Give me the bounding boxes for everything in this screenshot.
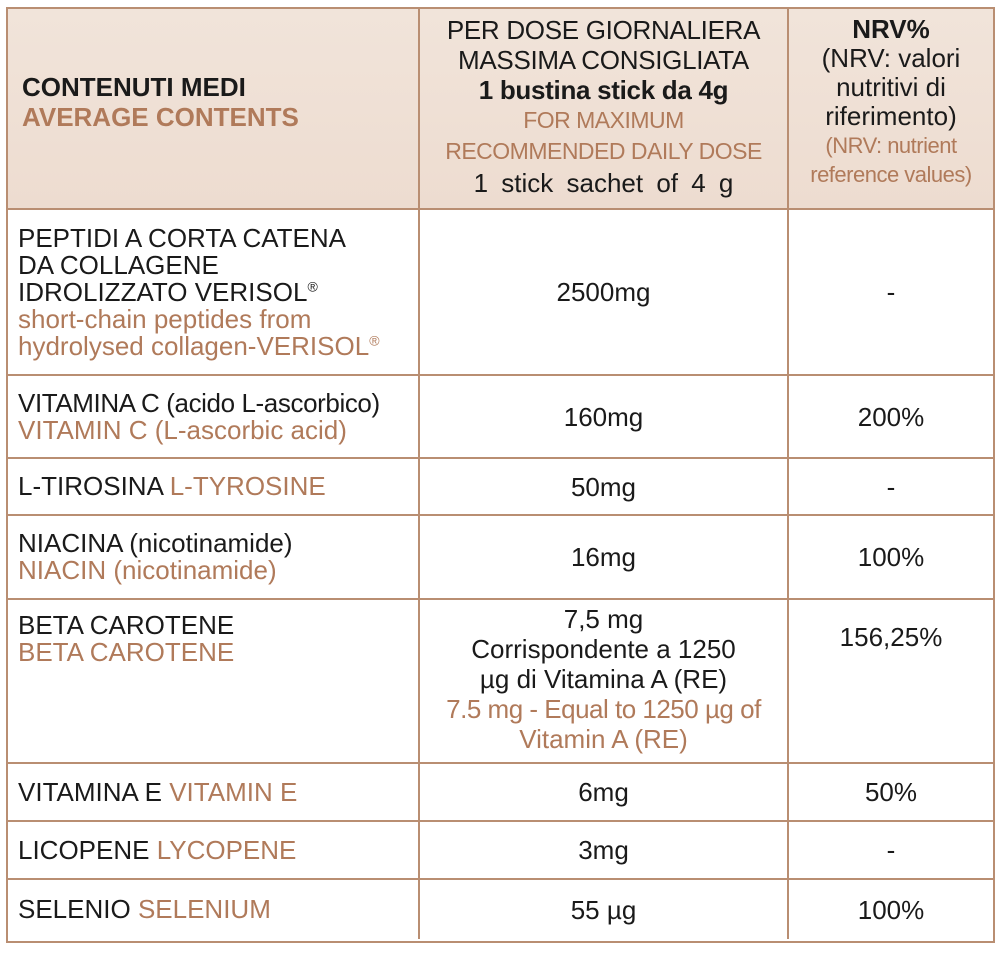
registered-mark: ® bbox=[369, 331, 380, 348]
header-col3-line3: nutritivi di bbox=[836, 72, 946, 102]
niacin-amount-value: 16mg bbox=[570, 542, 637, 572]
vite-italian: VITAMINA E bbox=[18, 776, 170, 807]
nutrition-grid bbox=[8, 9, 993, 941]
tyrosine-english: L-TYROSINE bbox=[169, 471, 326, 501]
header-average-contents bbox=[8, 9, 420, 210]
selenium-amount-value: 55 µg bbox=[570, 894, 637, 925]
peptides-english-line1: short-chain peptides from bbox=[18, 303, 312, 334]
beta-english: BETA CAROTENE bbox=[18, 637, 235, 667]
header-col2-line2: MASSIMA CONSIGLIATA bbox=[458, 45, 749, 75]
header-col2-english1: FOR MAXIMUM bbox=[523, 107, 684, 133]
row-beta-amount bbox=[420, 600, 789, 764]
header-col2-line3: 1 bustina stick da 4g bbox=[478, 75, 729, 105]
peptides-italian-line3 bbox=[18, 276, 418, 307]
lycopene-english: LYCOPENE bbox=[156, 834, 297, 865]
row-selenium-amount bbox=[420, 880, 789, 939]
header-col3-line2: (NRV: valori bbox=[821, 43, 961, 73]
vitc-italian: VITAMINA C (acido L-ascorbico) bbox=[18, 387, 380, 418]
header-nrv bbox=[789, 9, 993, 210]
header-col3-english1: (NRV: nutrient bbox=[825, 133, 957, 158]
row-tyrosine-nrv bbox=[789, 459, 993, 516]
vite-english: VITAMIN E bbox=[169, 776, 298, 807]
tyrosine-italian: L-TIROSINA bbox=[18, 471, 170, 501]
row-vitc-nrv bbox=[789, 376, 993, 459]
row-vite-amount bbox=[420, 764, 789, 822]
header-col2-english2: RECOMMENDED DAILY DOSE bbox=[445, 138, 762, 164]
tyrosine-nrv-value: - bbox=[886, 471, 896, 502]
header-col1-english: AVERAGE CONTENTS bbox=[22, 101, 299, 132]
row-vite-name bbox=[8, 764, 420, 822]
row-lycopene-amount bbox=[420, 822, 789, 880]
row-selenium-nrv bbox=[789, 880, 993, 939]
row-tyrosine-name bbox=[8, 459, 420, 516]
beta-nrv-value: 156,25% bbox=[839, 622, 943, 652]
beta-amount-english1: 7.5 mg - Equal to 1250 µg of bbox=[446, 694, 761, 724]
registered-mark: ® bbox=[307, 277, 318, 294]
lycopene-italian: LICOPENE bbox=[18, 834, 157, 865]
row-lycopene-nrv bbox=[789, 822, 993, 880]
row-tyrosine-amount bbox=[420, 459, 789, 516]
niacin-italian: NIACINA (nicotinamide) bbox=[18, 528, 293, 558]
vitc-nrv-value: 200% bbox=[857, 401, 925, 432]
peptides-amount-value: 2500mg bbox=[556, 277, 651, 307]
peptides-english-line2 bbox=[18, 330, 418, 361]
row-vite-nrv bbox=[789, 764, 993, 822]
header-daily-dose bbox=[420, 9, 789, 210]
row-beta-nrv bbox=[789, 600, 993, 764]
selenium-italian: SELENIO bbox=[18, 894, 138, 924]
peptides-italian-line2: DA COLLAGENE bbox=[18, 249, 219, 280]
lycopene-label bbox=[18, 834, 418, 865]
header-col2-english3: 1 stick sachet of 4 g bbox=[473, 168, 734, 198]
row-niacin-amount bbox=[420, 516, 789, 600]
row-vitc-name bbox=[8, 376, 420, 459]
row-niacin-name bbox=[8, 516, 420, 600]
peptides-italian-line3-text: IDROLIZZATO VERISOL bbox=[18, 276, 308, 307]
selenium-label bbox=[18, 896, 418, 923]
selenium-nrv-value: 100% bbox=[857, 894, 925, 925]
vite-label bbox=[18, 776, 418, 807]
vite-amount-value: 6mg bbox=[578, 777, 629, 807]
row-peptides-amount bbox=[420, 210, 789, 376]
beta-amount-line2: Corrispondente a 1250 bbox=[471, 634, 736, 664]
nutrition-table bbox=[6, 7, 995, 943]
beta-amount-english2: Vitamin A (RE) bbox=[519, 724, 688, 754]
row-beta-name bbox=[8, 600, 420, 764]
vitc-amount-value: 160mg bbox=[563, 401, 644, 432]
beta-italian: BETA CAROTENE bbox=[18, 610, 235, 640]
row-peptides-name bbox=[8, 210, 420, 376]
header-col3-line1: NRV% bbox=[852, 14, 930, 44]
tyrosine-amount-value: 50mg bbox=[570, 471, 637, 502]
vitc-english: VITAMIN C (L-ascorbic acid) bbox=[18, 414, 347, 445]
lycopene-amount-value: 3mg bbox=[578, 835, 629, 865]
beta-amount-line1: 7,5 mg bbox=[563, 604, 644, 634]
row-selenium-name bbox=[8, 880, 420, 939]
header-col1-italian: CONTENUTI MEDI bbox=[22, 71, 246, 102]
lycopene-nrv-value: - bbox=[886, 835, 896, 865]
row-niacin-nrv bbox=[789, 516, 993, 600]
selenium-english: SELENIUM bbox=[137, 894, 271, 924]
peptides-english-line2-text: hydrolysed collagen-VERISOL bbox=[18, 330, 370, 361]
row-lycopene-name bbox=[8, 822, 420, 880]
header-col3-line4: riferimento) bbox=[825, 101, 957, 131]
row-vitc-amount bbox=[420, 376, 789, 459]
peptides-italian-line1: PEPTIDI A CORTA CATENA bbox=[18, 222, 346, 253]
vite-nrv-value: 50% bbox=[864, 777, 918, 807]
tyrosine-label bbox=[18, 473, 418, 500]
niacin-nrv-value: 100% bbox=[857, 542, 925, 572]
peptides-nrv-value: - bbox=[886, 277, 896, 307]
row-peptides-nrv bbox=[789, 210, 993, 376]
header-col3-english2: reference values) bbox=[810, 162, 972, 187]
beta-amount-line3: µg di Vitamina A (RE) bbox=[479, 664, 728, 694]
header-col2-line1: PER DOSE GIORNALIERA bbox=[446, 15, 761, 45]
niacin-english: NIACIN (nicotinamide) bbox=[18, 555, 277, 585]
